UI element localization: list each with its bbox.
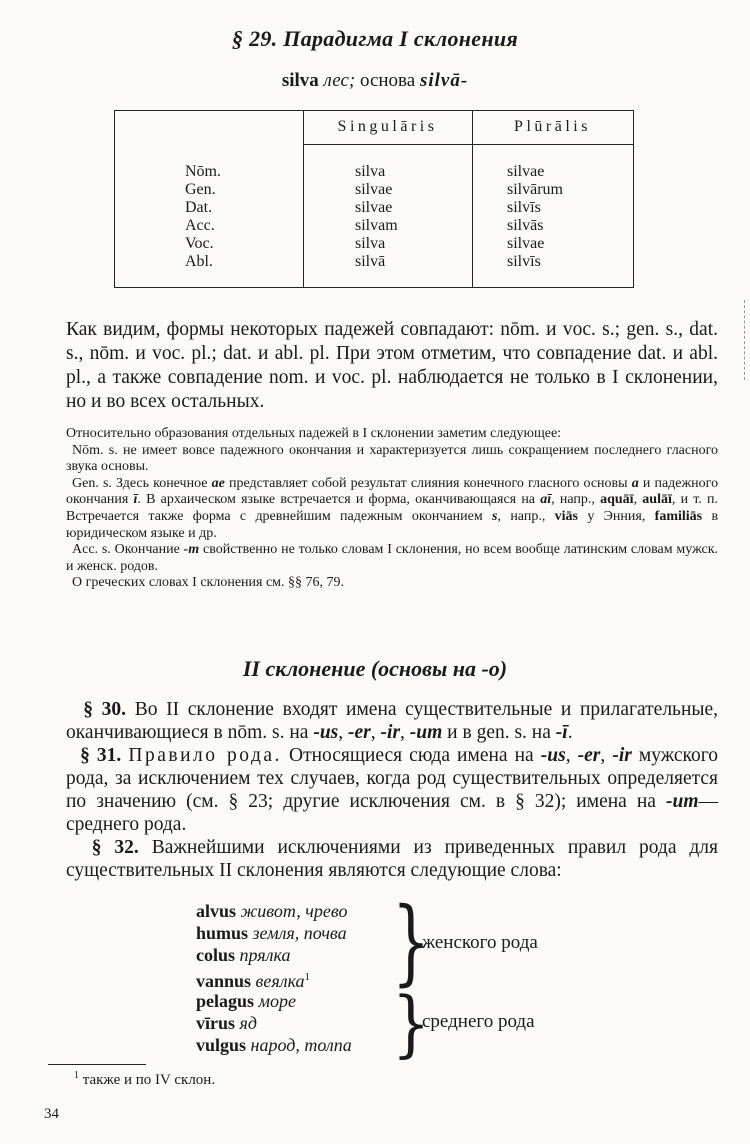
note-nominative: Nōm. s. не имеет вовсе падежного окончания и характеризуется лишь сокращением последнего гласного звука основы. — [66, 442, 718, 475]
case-label: Nōm. — [185, 163, 221, 180]
plural-form: silvīs — [507, 253, 541, 270]
header-singularis: Singulāris — [337, 118, 438, 135]
gender-rule-heading: Правило рода. — [128, 745, 282, 766]
case-label: Abl. — [185, 253, 213, 270]
footnote-mark: 1 — [304, 971, 311, 983]
paradigm-subtitle — [0, 70, 750, 92]
case-column — [185, 163, 221, 271]
neuter-label: среднего рода — [422, 1011, 535, 1032]
case-label: Acc. — [185, 217, 215, 234]
singular-form: silva — [355, 235, 386, 252]
case-label: Dat. — [185, 199, 213, 216]
list-item: humus земля, почва — [196, 923, 347, 943]
case-label: Gen. — [185, 181, 216, 198]
plural-form: silvae — [507, 163, 545, 180]
neuter-brace: } — [392, 982, 431, 1066]
formation-notes — [66, 426, 718, 592]
singular-form: silvā — [355, 253, 386, 270]
paradigm-table — [114, 110, 634, 288]
margin-mark — [744, 300, 745, 380]
section-31: § 31. Правило рода. Относящиеся сюда имена на -us, -er, -ir мужского рода, за исключением тех случаев, когда род существительных определяется по значению (см. § 23; другие исключения см. в § 32); имена на -um—среднего рода. — [66, 745, 719, 835]
singular-column — [355, 163, 398, 271]
table-header-rule — [303, 144, 633, 145]
paradigm-word: silva — [281, 70, 319, 91]
feminine-label: женского рода — [422, 932, 538, 953]
plural-form: silvīs — [507, 199, 541, 216]
paradigm-stem: silvā- — [419, 70, 469, 91]
table-divider-left — [303, 111, 304, 287]
table-divider-mid — [472, 111, 473, 287]
paragraph-text: Как видим, формы некоторых падежей совпадают: nōm. и voc. s.; gen. s., dat. s., nōm. и voc. pl.; dat. и abl. pl. При этом отметим, что совпадение dat. и abl. pl., а также совпадение nom. и voc. pl. наблюдается не только в I склонении, но и во всех остальных. — [66, 319, 718, 412]
plural-column — [507, 163, 563, 271]
page-number: 34 — [44, 1106, 59, 1122]
stem-label: основа — [359, 70, 416, 91]
section-29-title: § 29. Парадигма I склонения — [231, 26, 519, 51]
paradigm-gloss: лес; — [323, 70, 356, 91]
singular-form: silvam — [355, 217, 398, 234]
list-item: alvus живот, чрево — [196, 901, 348, 921]
sections-30-32 — [66, 698, 718, 882]
feminine-words-list — [196, 900, 348, 991]
plural-form: silvās — [507, 217, 544, 234]
notes-intro: Относительно образования отдельных падежей в I склонении заметим следующее: — [66, 426, 562, 441]
note-accusative: Acc. s. Окончание -m свойственно не только словам I склонения, но всем вообще латинским словам мужск. и женск. родов. — [66, 542, 719, 574]
plural-form: silvārum — [507, 181, 563, 198]
list-item: vīrus яд — [196, 1013, 257, 1033]
neuter-words-list — [196, 990, 352, 1056]
section-32: § 32. Важнейшими исключениями из приведенных правил рода для существительных II склонения являются следующие слова: — [66, 837, 718, 881]
note-genitive: Gen. s. Здесь конечное ae представляет собой результат слияния конечного гласного основы a и падежного окончания ī. В архаическом языке встречается и форма, оканчивающаяся на aī, напр., aquāī, aulāī, и т. п. Встречается также форма с древнейшим падежным окончанием s, напр., viās у Энния, familiās в юридическом языке и др. — [66, 475, 719, 541]
note-greek-words: О греческих словах I склонения см. §§ 76, 79. — [72, 575, 345, 591]
singular-form: silva — [355, 163, 386, 180]
section-30: § 30. Во II склонение входят имена существительные и прилагательные, оканчивающиеся в nōm. s. на -us, -er, -ir, -um и в gen. s. на -ī. — [66, 699, 719, 743]
singular-form: silvae — [355, 199, 393, 216]
list-item: vulgus народ, толпа — [196, 1035, 352, 1055]
footnote: $^1$ также и по IV склон. — [74, 1070, 216, 1088]
case-coincidence-paragraph — [66, 318, 718, 414]
footnote-rule — [48, 1064, 146, 1065]
plural-form: silvae — [507, 235, 545, 252]
singular-form: silvae — [355, 181, 393, 198]
list-item: colus прялка — [196, 945, 291, 965]
case-label: Voc. — [185, 235, 214, 252]
list-item: vannus веялка$^1$ — [196, 971, 311, 991]
section-2-title: II склонение (основы на -о) — [242, 656, 508, 681]
header-pluralis: Plūrālis — [514, 118, 591, 135]
list-item: pelagus море — [196, 991, 297, 1011]
feminine-brace: } — [392, 888, 431, 997]
